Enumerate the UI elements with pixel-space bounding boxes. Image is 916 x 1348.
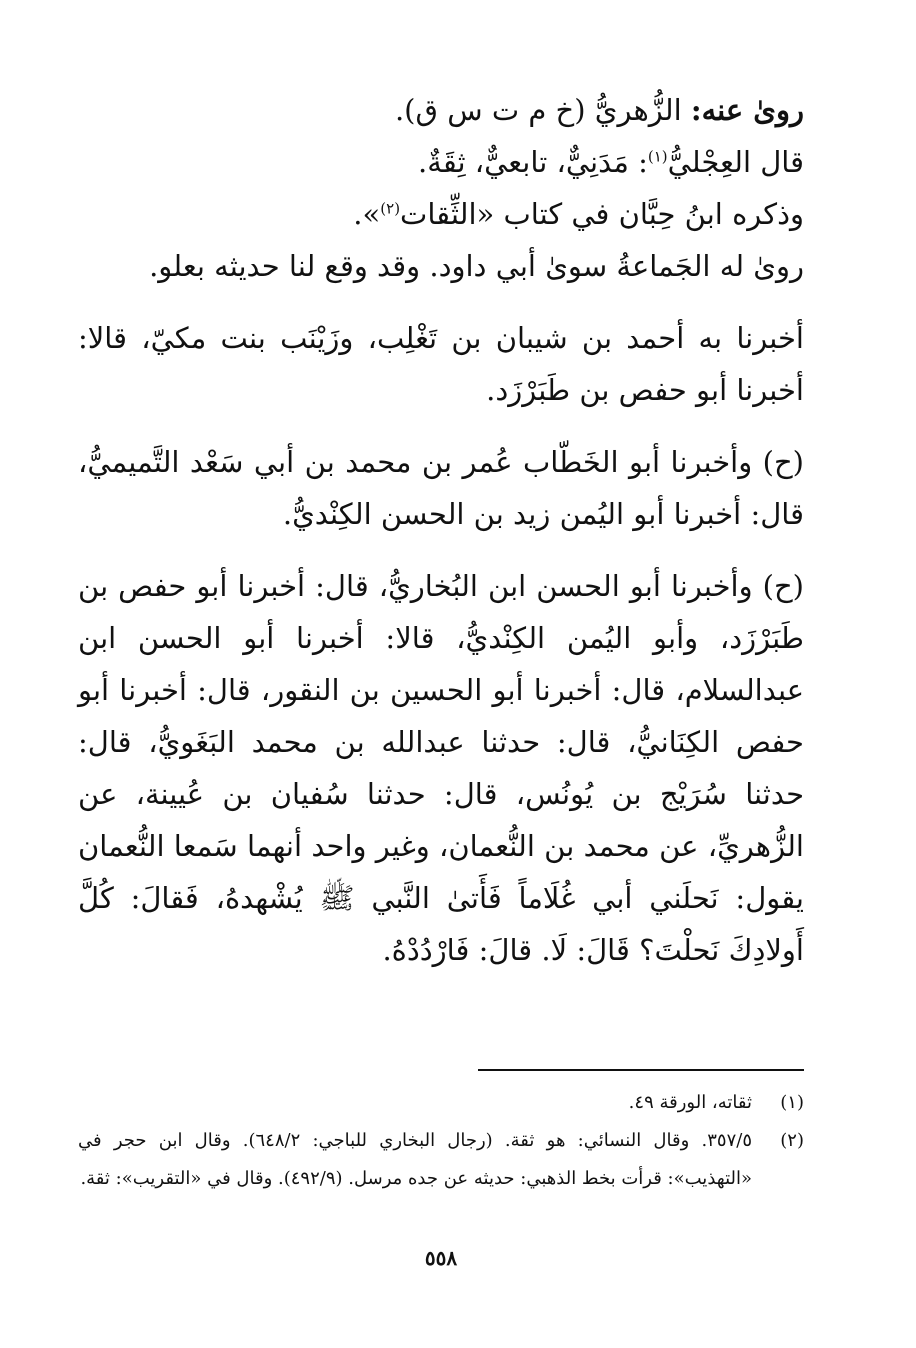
isnad-paragraph-1: أخبرنا به أحمد بن شيبان بن تَغْلِب، وزَيْنَب بنت مكيّ، قالا: أخبرنا أبو حفص بن طَبَرْزَد. <box>78 321 804 407</box>
hibban-line <box>78 188 804 240</box>
footnote-number: (٢) <box>780 1130 804 1151</box>
ijli-after: : مَدَنِيٌّ، تابعيٌّ، ثِقَةٌ. <box>418 145 648 179</box>
footnote-divider <box>478 1069 804 1071</box>
isnad-paragraph-3: (ح) وأخبرنا أبو الحسن ابن البُخاريُّ، قال: أخبرنا أبو حفص بن طَبَرْزَد، وأبو اليُمن الكِنْديُّ، قالا: أخبرنا أبو الحسن ابن عبدالسلام، قال: أخبرنا أبو الحسين بن النقور، قال: أخبرنا أبو حفص الكِنَانيُّ، قال: حدثنا عبدالله بن محمد البَغَويُّ، قال: حدثنا سُرَيْج بن يُونُس، قال: حدثنا سُفيان بن عُيينة، عن الزُّهريِّ، عن محمد بن النُّعمان، وغير واحد أنهما سَمعا النُّعمان يقول: نَحلَني أبي غُلَاماً فَأَتىٰ النَّبي ﷺ يُشْهدهُ، فَقالَ: كُلَّ أَولادِكَ نَحلْتَ؟ قَالَ: لَا. قالَ: فَارْدُدْهُ. <box>78 569 804 967</box>
page-number: ٥٥٨ <box>424 1246 458 1270</box>
jamaa-line: روىٰ له الجَماعةُ سوىٰ أبي داود. وقد وقع لنا حديثه بعلو. <box>149 249 804 283</box>
narrator-text: الزُّهريُّ (خ م ت س ق). <box>394 93 691 127</box>
paragraph-gap <box>78 540 804 560</box>
footnote-text: ثقاته، الورقة ٤٩. <box>628 1092 752 1113</box>
hibban-after: ». <box>353 197 381 231</box>
footnote-number: (١) <box>780 1092 804 1113</box>
hibban-before: وذكره ابنُ حِبَّان في كتاب «الثِّقات <box>400 197 804 231</box>
paragraph-gap <box>78 416 804 436</box>
isnad-paragraph-2: (ح) وأخبرنا أبو الخَطّاب عُمر بن محمد بن أبي سَعْد التَّميميُّ، قال: أخبرنا أبو اليُمن زيد بن الحسن الكِنْديُّ. <box>78 445 804 531</box>
footnote-ref-2[interactable]: (٢) <box>380 199 401 218</box>
footnote-2 <box>78 1122 804 1198</box>
paragraph-gap <box>78 292 804 312</box>
footnote-ref-1[interactable]: (١) <box>647 147 668 166</box>
narrator-line <box>78 84 804 136</box>
ijli-before: قال العِجْليُّ <box>667 145 804 179</box>
narrator-label: روىٰ عنه: <box>690 93 804 127</box>
footnotes <box>78 1084 804 1198</box>
document-page <box>78 84 804 1284</box>
ijli-line <box>78 136 804 188</box>
footnote-text: ٣٥٧/٥. وقال النسائي: هو ثقة. (رجال البخاري للباجي: ٦٤٨/٢). وقال ابن حجر في «التهذيب»: قرأت بخط الذهبي: حديثه عن جده مرسل. (٤٩٢/٩). وقال في «التقريب»: ثقة. <box>78 1130 752 1189</box>
footnote-1 <box>78 1084 804 1122</box>
